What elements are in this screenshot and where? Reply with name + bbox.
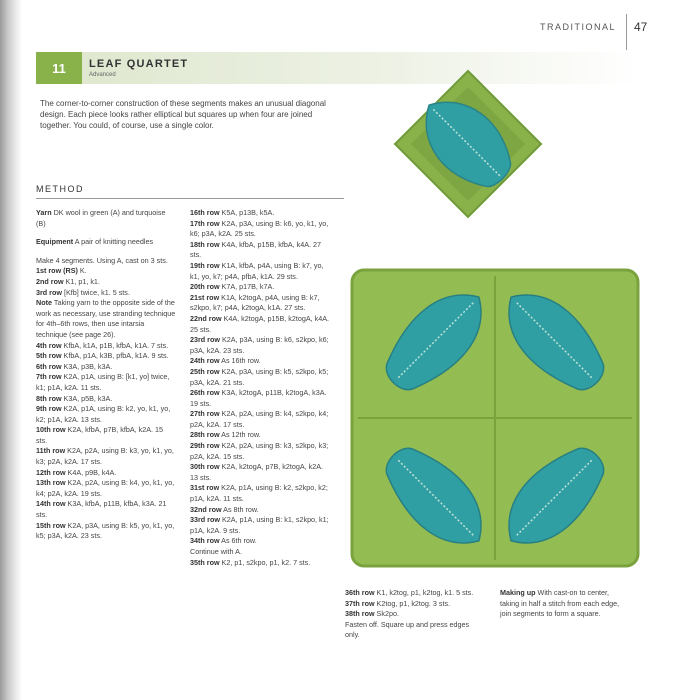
method-heading: METHOD — [36, 184, 84, 194]
making-up-column — [500, 588, 630, 620]
instruction-row: Continue with A. — [190, 547, 242, 556]
pattern-number-badge: 11 — [36, 52, 82, 84]
instruction-row: 12th row K4A, p9B, k4A. — [36, 467, 117, 477]
difficulty-level: Advanced — [89, 72, 116, 78]
instruction-row: 38th row Sk2po. — [345, 609, 399, 619]
instructions-column-2 — [190, 208, 330, 568]
instruction-row: 31st row K2A, p1A, using B: k2, s2kpo, k2; p1A, k2A. 11 sts. — [190, 483, 328, 504]
instruction-row: 21st row K1A, k2togA, p4A, using B: k7, s2kpo, k7; p4A, k2togA, k1A. 27 sts. — [190, 292, 320, 313]
instruction-row: 19th row K1A, kfbA, p4A, using B: k7, yo, k1, yo, k7; p4A, pfbA, k1A. 29 sts. — [190, 260, 324, 281]
instruction-row: 14th row K3A, kfbA, p11B, kfbA, k3A. 21 sts. — [36, 499, 167, 520]
joined-square-photo — [350, 268, 640, 568]
instruction-row: 15th row K2A, p3A, using B: k5, yo, k1, yo, k5; p3A, k2A. 23 sts. — [36, 520, 175, 541]
instruction-row: 7th row K2A, p1A, using B: [k1, yo] twice, k1; p1A, k2A. 11 sts. — [36, 372, 170, 392]
instruction-row: Note Taking yarn to the opposite side of the work as necessary, use stranding technique for 4th–6th rows, then use intarsia technique (see page 26). — [36, 298, 176, 339]
instruction-row: 26th row K3A, k2togA, p11B, k2togA, k3A. 19 sts. — [190, 388, 327, 408]
pattern-title: LEAF QUARTET — [89, 58, 189, 70]
instruction-row: 25th row K2A, p3A, using B: k5, s2kpo, k5; p3A, k2A. 21 sts. — [190, 366, 329, 387]
running-head: TRADITIONAL — [540, 22, 617, 32]
page-number: 47 — [634, 20, 648, 34]
instruction-row: 8th row K3A, p5B, k3A. — [36, 393, 113, 403]
instruction-row: 6th row K3A, p3B, k3A. — [36, 361, 113, 371]
instruction-row: 1st row (RS) K. — [36, 266, 87, 276]
instruction-row: 2nd row K1, p1, k1. — [36, 276, 100, 286]
instructions-column-1 — [36, 208, 176, 542]
instruction-row: 29th row K2A, p2A, using B: k3, s2kpo, k3; p2A, k2A. 15 sts. — [190, 441, 329, 461]
instruction-row: 35th row K2, p1, s2kpo, p1, k2. 7 sts. — [190, 557, 311, 567]
method-divider — [36, 198, 344, 199]
intro-paragraph: The corner-to-corner construction of these segments makes an unusual diagonal design. Each piece looks rather elliptical but squares up when four are joined together. You could, of course, use a single color. — [40, 99, 326, 130]
book-spine-shadow — [0, 0, 22, 700]
instruction-row: 32nd row As 8th row. — [190, 504, 259, 514]
instruction-row: 5th row KfbA, p1A, k3B, pfbA, k1A. 9 sts. — [36, 351, 169, 361]
instruction-row: 18th row K4A, kfbA, p15B, kfbA, k4A. 27 sts. — [190, 239, 322, 260]
instruction-row: 17th row K2A, p3A, using B: k6, yo, k1, yo, k6; p3A, k2A. 25 sts. — [190, 218, 329, 239]
single-segment-photo — [393, 69, 543, 219]
instruction-row: 4th row KfbA, k1A, p1B, kfbA, k1A. 7 sts. — [36, 340, 169, 350]
instruction-row: 11th row K2A, p2A, using B: k3, yo, k1, yo, k3; p2A, k2A. 17 sts. — [36, 446, 174, 467]
equipment-line: Equipment A pair of knitting needles — [36, 237, 154, 247]
instruction-row: 30th row K2A, k2togA, p7B, k2togA, k2A. 13 sts. — [190, 462, 324, 482]
header-divider — [626, 14, 627, 50]
instruction-row: 28th row As 12th row. — [190, 430, 261, 440]
yarn-line: Yarn DK wool in green (A) and turquoise (B) — [36, 208, 166, 228]
instruction-row: Fasten off. Square up and press edges only. — [345, 619, 470, 640]
instruction-row: 10th row K2A, kfbA, p7B, kfbA, k2A. 15 sts. — [36, 425, 164, 445]
setup-line: Make 4 segments. Using A, cast on 3 sts. — [36, 255, 168, 265]
instruction-row: 3rd row [Kfb] twice, k1. 5 sts. — [36, 287, 130, 297]
instruction-row: 34th row As 6th row. — [190, 536, 257, 546]
instructions-column-3 — [345, 588, 480, 641]
instruction-row: 16th row K5A, p13B, k5A. — [190, 208, 275, 217]
instruction-row: 27th row K2A, p2A, using B: k4, s2kpo, k4; p2A, k2A. 17 sts. — [190, 409, 329, 429]
instruction-row: 33rd row K2A, p1A, using B: k1, s2kpo, k1; p1A, k2A. 9 sts. — [190, 515, 329, 535]
instruction-row: 20th row K7A, p17B, k7A. — [190, 282, 275, 292]
instruction-row: 37th row K2tog, p1, k2tog. 3 sts. — [345, 598, 451, 608]
instruction-row: 13th row K2A, p2A, using B: k4, yo, k1, yo, k4; p2A, k2A. 19 sts. — [36, 478, 175, 498]
instruction-row: 36th row K1, k2tog, p1, k2tog, k1. 5 sts. — [345, 588, 474, 597]
instruction-row: 24th row As 16th row. — [190, 356, 261, 366]
making-up-line: Making up With cast-on to center, taking in half a stitch from each edge, join segments to form a square. — [500, 588, 620, 619]
instruction-row: 22nd row K4A, k2togA, p15B, k2togA, k4A. 25 sts. — [190, 313, 330, 334]
instruction-row: 23rd row K2A, p3A, using B: k6, s2kpo, k6; p3A, k2A. 23 sts. — [190, 335, 329, 355]
instruction-row: 9th row K2A, p1A, using B: k2, yo, k1, yo, k2; p1A, k2A. 13 sts. — [36, 404, 171, 424]
